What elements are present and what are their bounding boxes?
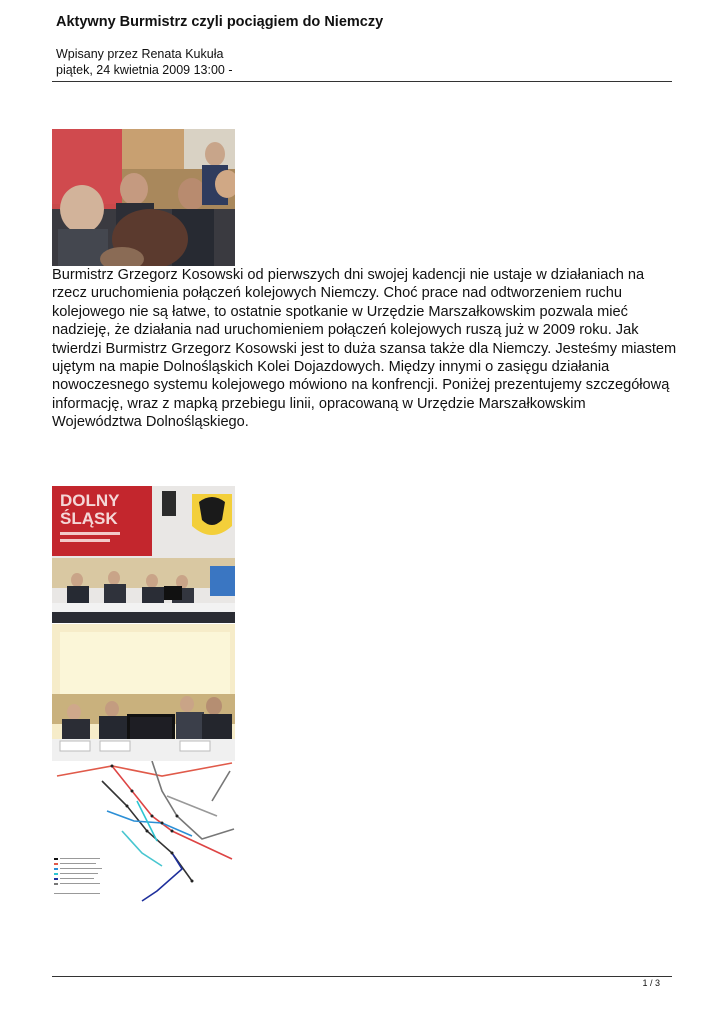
- author-line: Wpisany przez Renata Kukuła: [56, 47, 224, 61]
- footer-divider: [52, 976, 672, 977]
- eagle-emblem-icon: [192, 494, 232, 535]
- date-line: piątek, 24 kwietnia 2009 13:00 -: [56, 63, 233, 77]
- photo-meeting-audience: [52, 129, 235, 266]
- article-title: Aktywny Burmistrz czyli pociągiem do Niemczy: [56, 14, 384, 30]
- railway-line-map: [52, 761, 235, 902]
- photo-conference-panel: [52, 624, 235, 761]
- photo-conference-dolny-slask: [52, 486, 235, 623]
- header-divider: [52, 81, 672, 82]
- banner-text-dolny: DOLNY: [60, 491, 120, 510]
- page-number: 1 / 3: [642, 978, 660, 988]
- article-meta: [56, 46, 233, 78]
- article-body: Burmistrz Grzegorz Kosowski od pierwszych dni swojej kadencji nie ustaje w działaniach na rzecz uruchomienia połączeń kolejowych Niemczy. Choć prace nad odtworzeniem ruchu kolejowego nie są łatwe, to ostatnie spotkanie w Urzędzie Marszałkowskim pozwala mieć nadzieję, że działania nad uruchomieniem połączeń kolejowych ruszą już w 2009 roku. Jak twierdzi Burmistrz Grzegorz Kosowski jest to duża szansa także dla Niemczy. Jesteśmy miastem ujętym na mapie Dolnośląskich Kolei Dojazdowych. Między innymi o zasięgu działania nowoczesnego systemu kolejowego mówiono na konfrencji. Poniżej prezentujemy szczegółową informację, wraz z mapką przebiegu linii, opracowaną w Urzędzie Marszałkowskim Województwa Dolnośląskiego.: [52, 267, 677, 431]
- banner-text-slask: ŚLĄSK: [60, 509, 118, 528]
